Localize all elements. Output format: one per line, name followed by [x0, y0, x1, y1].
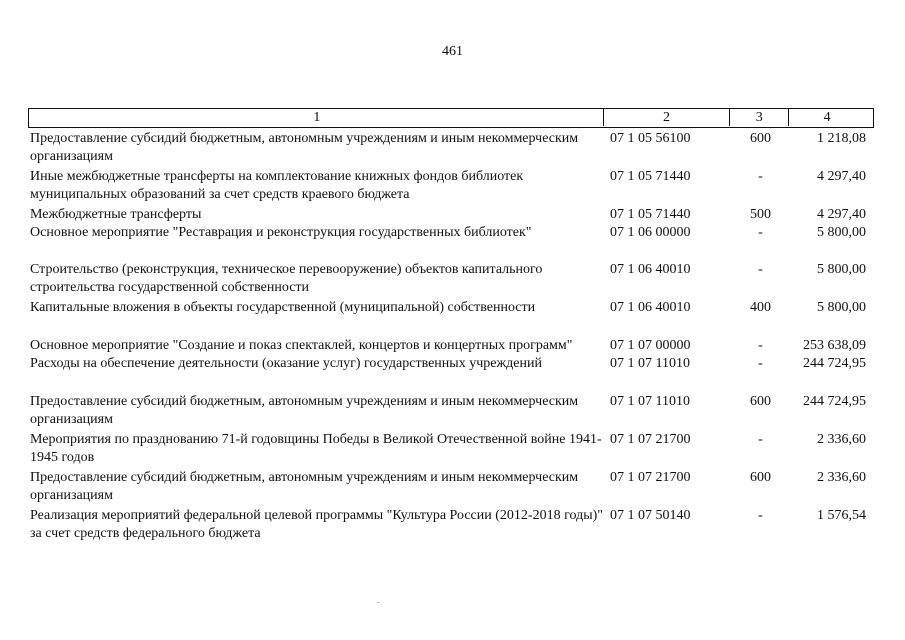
row-type: - — [758, 225, 763, 240]
row-code: 07 1 07 11010 — [610, 394, 690, 409]
row-code: 07 1 06 40010 — [610, 300, 691, 315]
table-row — [28, 206, 874, 224]
row-name: Иные межбюджетные трансферты на комплектование книжных фондов библиотек муниципальных образований за счет средств краевого бюджета — [30, 169, 524, 202]
row-type: 400 — [750, 300, 771, 315]
budget-table — [28, 108, 874, 543]
table-row — [28, 299, 874, 317]
row-amount: 1 218,08 — [817, 131, 866, 146]
row-code: 07 1 07 21700 — [610, 432, 691, 447]
header-col-3: 3 — [730, 109, 789, 126]
row-code: 07 1 05 56100 — [610, 131, 691, 146]
row-code: 07 1 06 00000 — [610, 225, 691, 240]
row-name: Основное мероприятие "Реставрация и реконструкция государственных библиотек" — [30, 225, 532, 240]
table-row — [28, 168, 874, 204]
row-amount: 5 800,00 — [817, 225, 866, 240]
row-type: - — [758, 432, 763, 447]
table-row — [28, 355, 874, 373]
row-amount: 2 336,60 — [817, 470, 866, 485]
page-number: 461 — [442, 44, 463, 59]
row-type: 600 — [750, 394, 771, 409]
row-type: 600 — [750, 470, 771, 485]
row-code: 07 1 05 71440 — [610, 207, 691, 222]
row-amount: 2 336,60 — [817, 432, 866, 447]
row-amount: 5 800,00 — [817, 300, 866, 315]
row-name: Предоставление субсидий бюджетным, автономным учреждениям и иным некоммерческим организациям — [30, 394, 579, 427]
row-name: Реализация мероприятий федеральной целевой программы "Культура России (2012-2018 годы)" за счет средств федерального бюджета — [30, 508, 603, 541]
row-type: - — [758, 262, 763, 277]
row-amount: 244 724,95 — [803, 394, 866, 409]
table-row — [28, 130, 874, 166]
table-row — [28, 431, 874, 467]
table-row — [28, 261, 874, 297]
row-name: Расходы на обеспечение деятельности (оказание услуг) государственных учреждений — [30, 356, 542, 371]
header-col-1: 1 — [29, 109, 604, 126]
row-code: 07 1 07 21700 — [610, 470, 691, 485]
row-type: 600 — [750, 131, 771, 146]
row-type: - — [758, 356, 763, 371]
table-header-row — [28, 108, 874, 128]
table-row — [28, 337, 874, 355]
row-code: 07 1 05 71440 — [610, 169, 691, 184]
row-type: - — [758, 169, 763, 184]
row-type: - — [758, 508, 763, 523]
row-amount: 5 800,00 — [817, 262, 866, 277]
row-amount: 1 576,54 — [817, 508, 866, 523]
table-row — [28, 393, 874, 429]
row-name: Межбюджетные трансферты — [30, 207, 202, 222]
row-type: - — [758, 338, 763, 353]
row-amount: 244 724,95 — [803, 356, 866, 371]
scan-speck — [377, 602, 380, 603]
row-name: Строительство (реконструкция, техническое перевооружение) объектов капитального строительства государственной собственности — [30, 262, 543, 295]
table-row — [28, 469, 874, 505]
row-name: Предоставление субсидий бюджетным, автономным учреждениям и иным некоммерческим организациям — [30, 470, 579, 503]
header-col-2: 2 — [604, 109, 731, 126]
row-code: 07 1 07 00000 — [610, 338, 691, 353]
row-name: Мероприятия по празднованию 71-й годовщины Победы в Великой Отечественной войне 1941-1945 годов — [30, 432, 602, 465]
table-row — [28, 507, 874, 543]
header-col-4: 4 — [823, 110, 831, 125]
row-name: Основное мероприятие "Создание и показ спектаклей, концертов и концертных программ" — [30, 338, 573, 353]
row-code: 07 1 07 50140 — [610, 508, 691, 523]
row-code: 07 1 07 11010 — [610, 356, 690, 371]
table-row — [28, 224, 874, 242]
row-code: 07 1 06 40010 — [610, 262, 691, 277]
row-amount: 253 638,09 — [803, 338, 866, 353]
row-type: 500 — [750, 207, 771, 222]
row-amount: 4 297,40 — [817, 207, 866, 222]
row-amount: 4 297,40 — [817, 169, 866, 184]
row-name: Капитальные вложения в объекты государственной (муниципальной) собственности — [30, 300, 536, 315]
row-name: Предоставление субсидий бюджетным, автономным учреждениям и иным некоммерческим организациям — [30, 131, 579, 164]
